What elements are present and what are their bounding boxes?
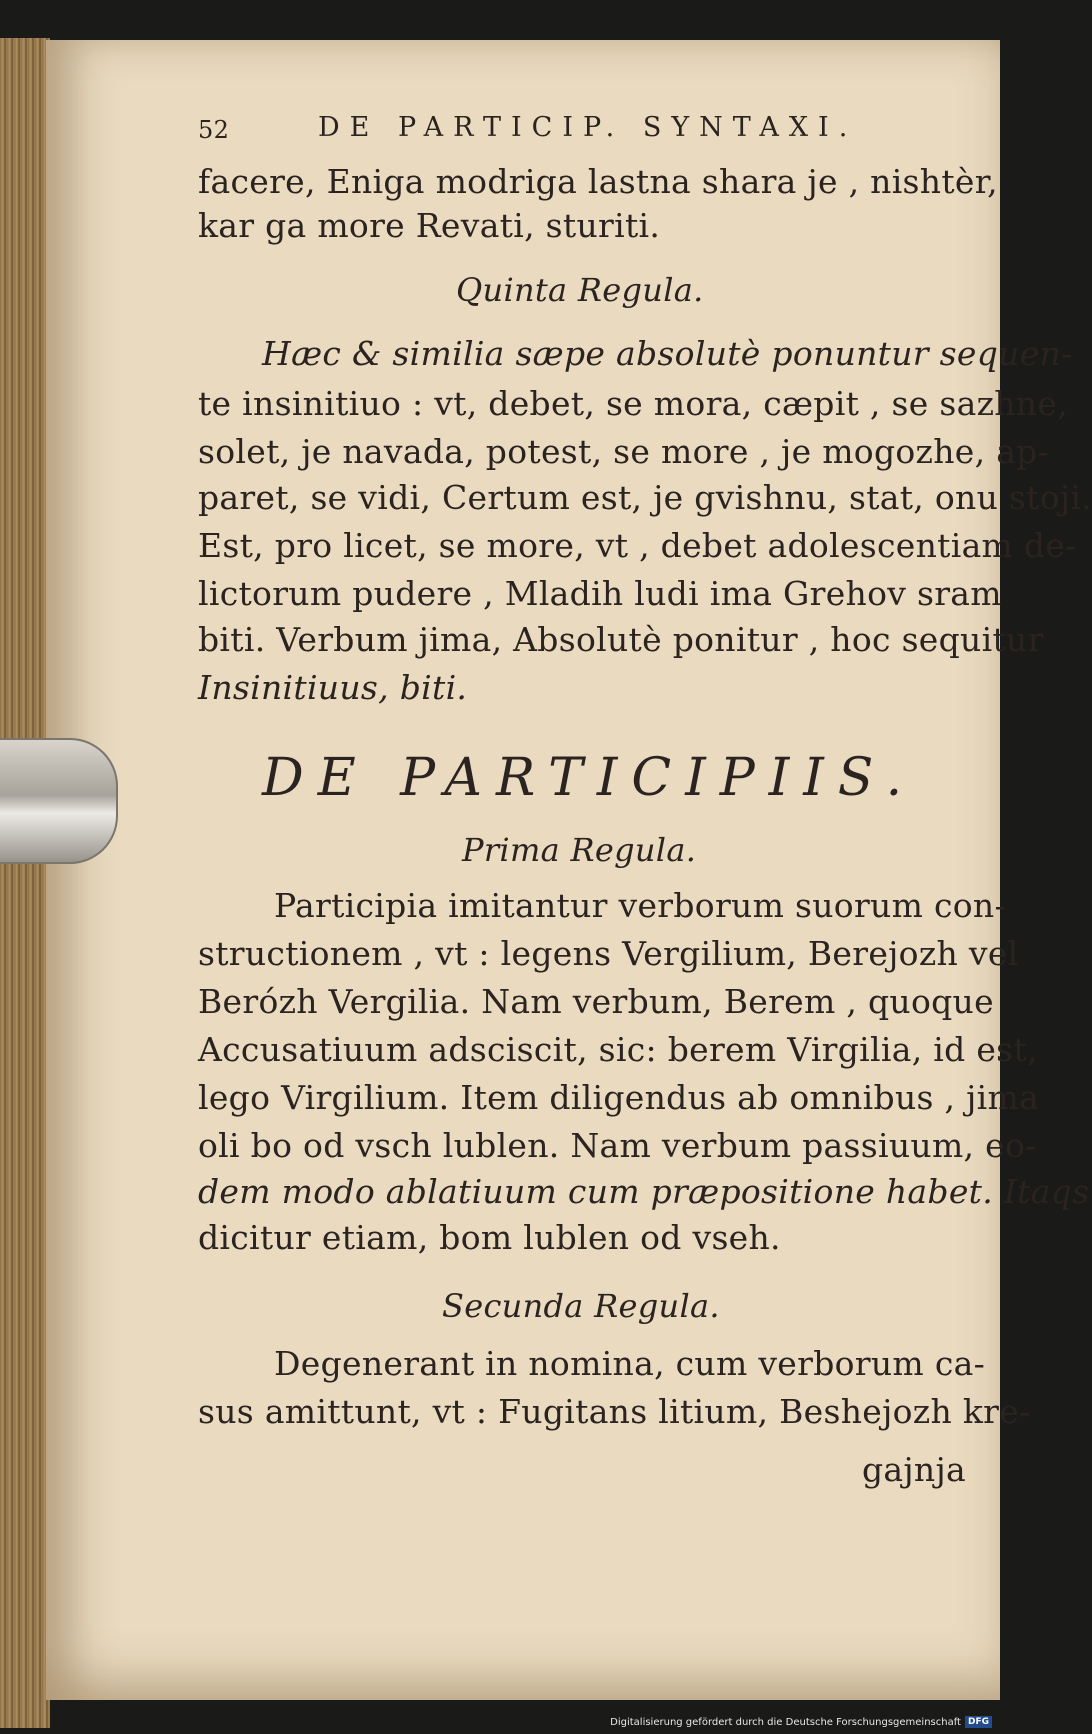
text-line: paret, se vidi, Certum est, je gvishnu, stat, onu stoji. (198, 478, 1092, 517)
section-heading: Secunda Regula. (442, 1287, 720, 1325)
digitization-credit (610, 1716, 992, 1728)
text-line: oli bo od vsch lublen. Nam verbum passiuum, eo- (198, 1126, 1037, 1165)
page-number: 52 (198, 116, 230, 144)
text-line: kar ga more Revati, sturiti. (198, 206, 661, 245)
text-line: biti. Verbum jima, Absolutè ponitur , hoc sequitur (198, 620, 1044, 659)
text-line: lictorum pudere , Mladih ludi ima Grehov sram (198, 574, 1002, 613)
catchword: gajnja (862, 1450, 966, 1489)
text-line: sus amittunt, vt : Fugitans litium, Beshejozh kre- (198, 1392, 1031, 1431)
credit-text: Digitalisierung gefördert durch die Deutsche Forschungsgemeinschaft (610, 1716, 961, 1728)
text-line: Participia imitantur verborum suorum con- (274, 886, 1006, 925)
section-heading: Quinta Regula. (456, 271, 704, 309)
text-line: facere, Eniga modriga lastna shara je , nishtèr, (198, 162, 998, 201)
text-line: solet, je navada, potest, se more , je mogozhe, ap- (198, 432, 1050, 471)
running-head: DE PARTICIP. SYNTAXI. (318, 112, 858, 143)
chapter-title: DE PARTICIPIIS. (262, 748, 917, 808)
text-line: Est, pro licet, se more, vt , debet adolescentiam de- (198, 526, 1077, 565)
text-line: te insinitiuo : vt, debet, se mora, cæpit , se sazhne, (198, 384, 1068, 423)
text-line: dicitur etiam, bom lublen od vseh. (198, 1218, 781, 1257)
text-line: Degenerant in nomina, cum verborum ca- (274, 1344, 986, 1383)
text-line: Insinitiuus, biti. (198, 668, 468, 707)
text-line: structionem , vt : legens Vergilium, Berejozh vel (198, 934, 1019, 973)
text-line: lego Virgilium. Item diligendus ab omnibus , jima (198, 1078, 1040, 1117)
text-line: dem modo ablatiuum cum præpositione habet. Itaqs (198, 1172, 1090, 1211)
text-line: Berózh Vergilia. Nam verbum, Berem , quoque (198, 982, 994, 1021)
text-line: Hæc & similia sæpe absolutè ponuntur sequen- (262, 334, 1073, 373)
text-line: Accusatiuum adsciscit, sic: berem Virgilia, id est, (198, 1030, 1038, 1069)
section-heading: Prima Regula. (462, 831, 697, 869)
dfg-logo: DFG (965, 1716, 992, 1728)
